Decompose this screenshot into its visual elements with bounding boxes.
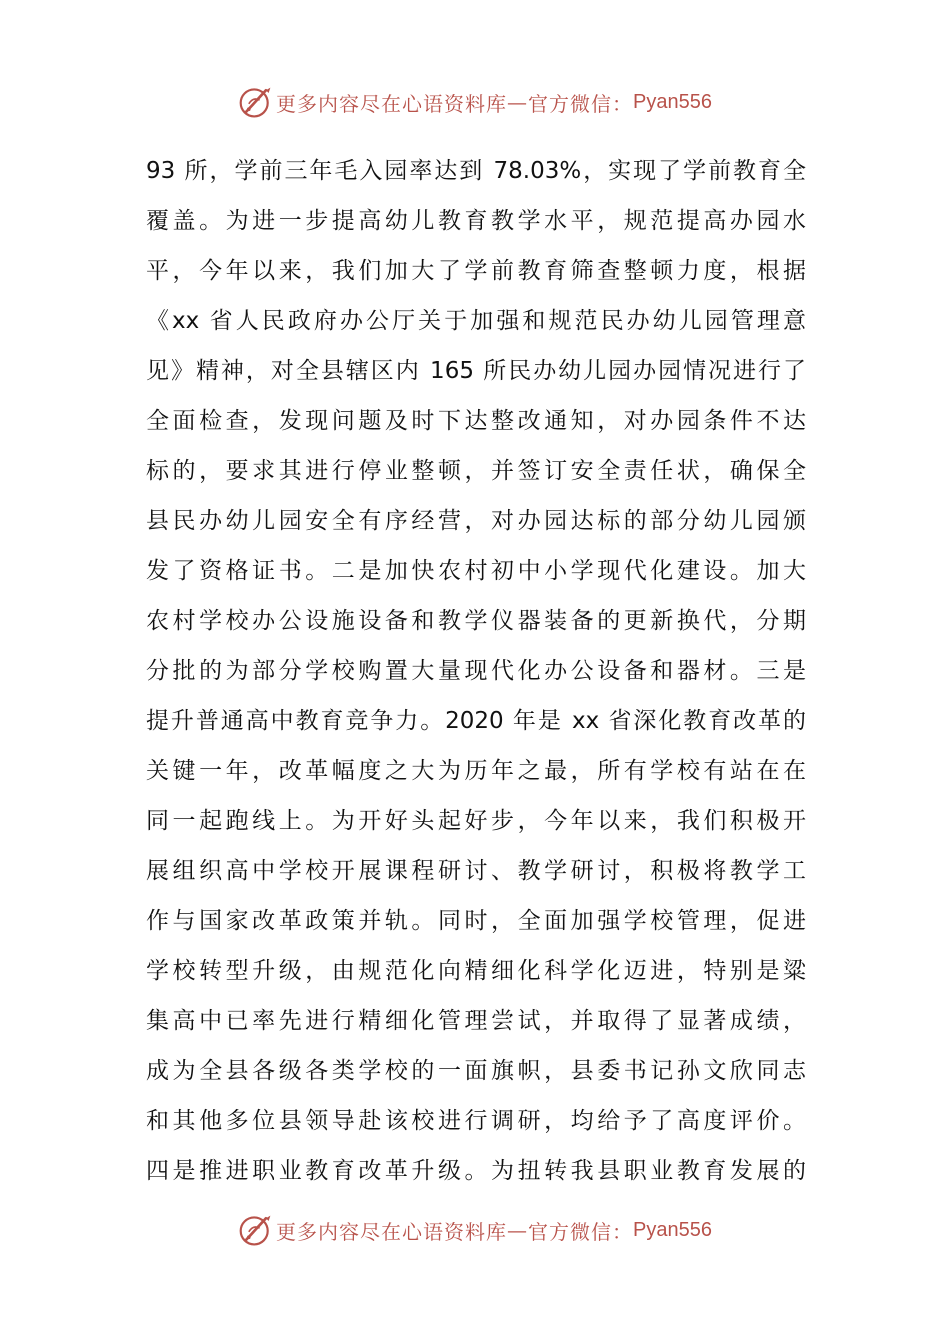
footer-banner: [0, 1210, 950, 1250]
banner-wechat-id: Pyan556: [633, 1218, 712, 1241]
pen-logo-icon: [238, 84, 274, 120]
text-line: 和其他多位县领导赴该校进行调研，均给予了高度评价。: [146, 1108, 806, 1134]
text-line: 学校转型升级，由规范化向精细化科学化迈进，特别是粱: [146, 958, 806, 984]
header-banner: [0, 82, 950, 122]
text-line: 四是推进职业教育改革升级。为扭转我县职业教育发展的: [146, 1158, 806, 1184]
text-line: 见》精神，对全县辖区内 165 所民办幼儿园办园情况进行了: [146, 358, 806, 384]
text-line: 《xx 省人民政府办公厅关于加强和规范民办幼儿园管理意: [146, 308, 806, 334]
banner-text: 更多内容尽在心语资料库: [276, 91, 508, 116]
text-line: 成为全县各级各类学校的一面旗帜，县委书记孙文欣同志: [146, 1058, 806, 1084]
text-line: 93 所，学前三年毛入园率达到 78.03%，实现了学前教育全: [146, 158, 806, 184]
text-line: 提升普通高中教育竞争力。2020 年是 xx 省深化教育改革的: [146, 708, 806, 734]
banner-wechat-label: 官方微信：: [528, 1219, 634, 1244]
text-line: 展组织高中学校开展课程研讨、教学研讨，积极将教学工: [146, 858, 806, 884]
text-line: 标的，要求其进行停业整顿，并签订安全责任状，确保全: [146, 458, 806, 484]
text-line: 覆盖。为进一步提高幼儿教育教学水平，规范提高办园水: [146, 208, 806, 234]
banner-wechat-label: 官方微信：: [528, 91, 634, 116]
banner-wechat-id: Pyan556: [633, 90, 712, 113]
text-line: 作与国家改革政策并轨。同时，全面加强学校管理，促进: [146, 908, 806, 934]
text-line: 分批的为部分学校购置大量现代化办公设备和器材。三是: [146, 658, 806, 684]
text-line: 关键一年，改革幅度之大为历年之最，所有学校有站在在: [146, 758, 806, 784]
banner-dash: —: [507, 1218, 529, 1242]
text-line: 同一起跑线上。为开好头起好步，今年以来，我们积极开: [146, 808, 806, 834]
pen-logo-icon: [238, 1212, 274, 1248]
text-line: 全面检查，发现问题及时下达整改通知，对办园条件不达: [146, 408, 806, 434]
banner-text: 更多内容尽在心语资料库: [276, 1219, 508, 1244]
text-line: 平，今年以来，我们加大了学前教育筛查整顿力度，根据: [146, 258, 806, 284]
text-line: 农村学校办公设施设备和教学仪器装备的更新换代，分期: [146, 608, 806, 634]
banner-dash: —: [507, 90, 529, 114]
text-line: 发了资格证书。二是加快农村初中小学现代化建设。加大: [146, 558, 806, 584]
text-line: 集高中已率先进行精细化管理尝试，并取得了显著成绩，: [146, 1008, 806, 1034]
text-line: 县民办幼儿园安全有序经营，对办园达标的部分幼儿园颁: [146, 508, 806, 534]
document-body: [146, 146, 806, 1196]
